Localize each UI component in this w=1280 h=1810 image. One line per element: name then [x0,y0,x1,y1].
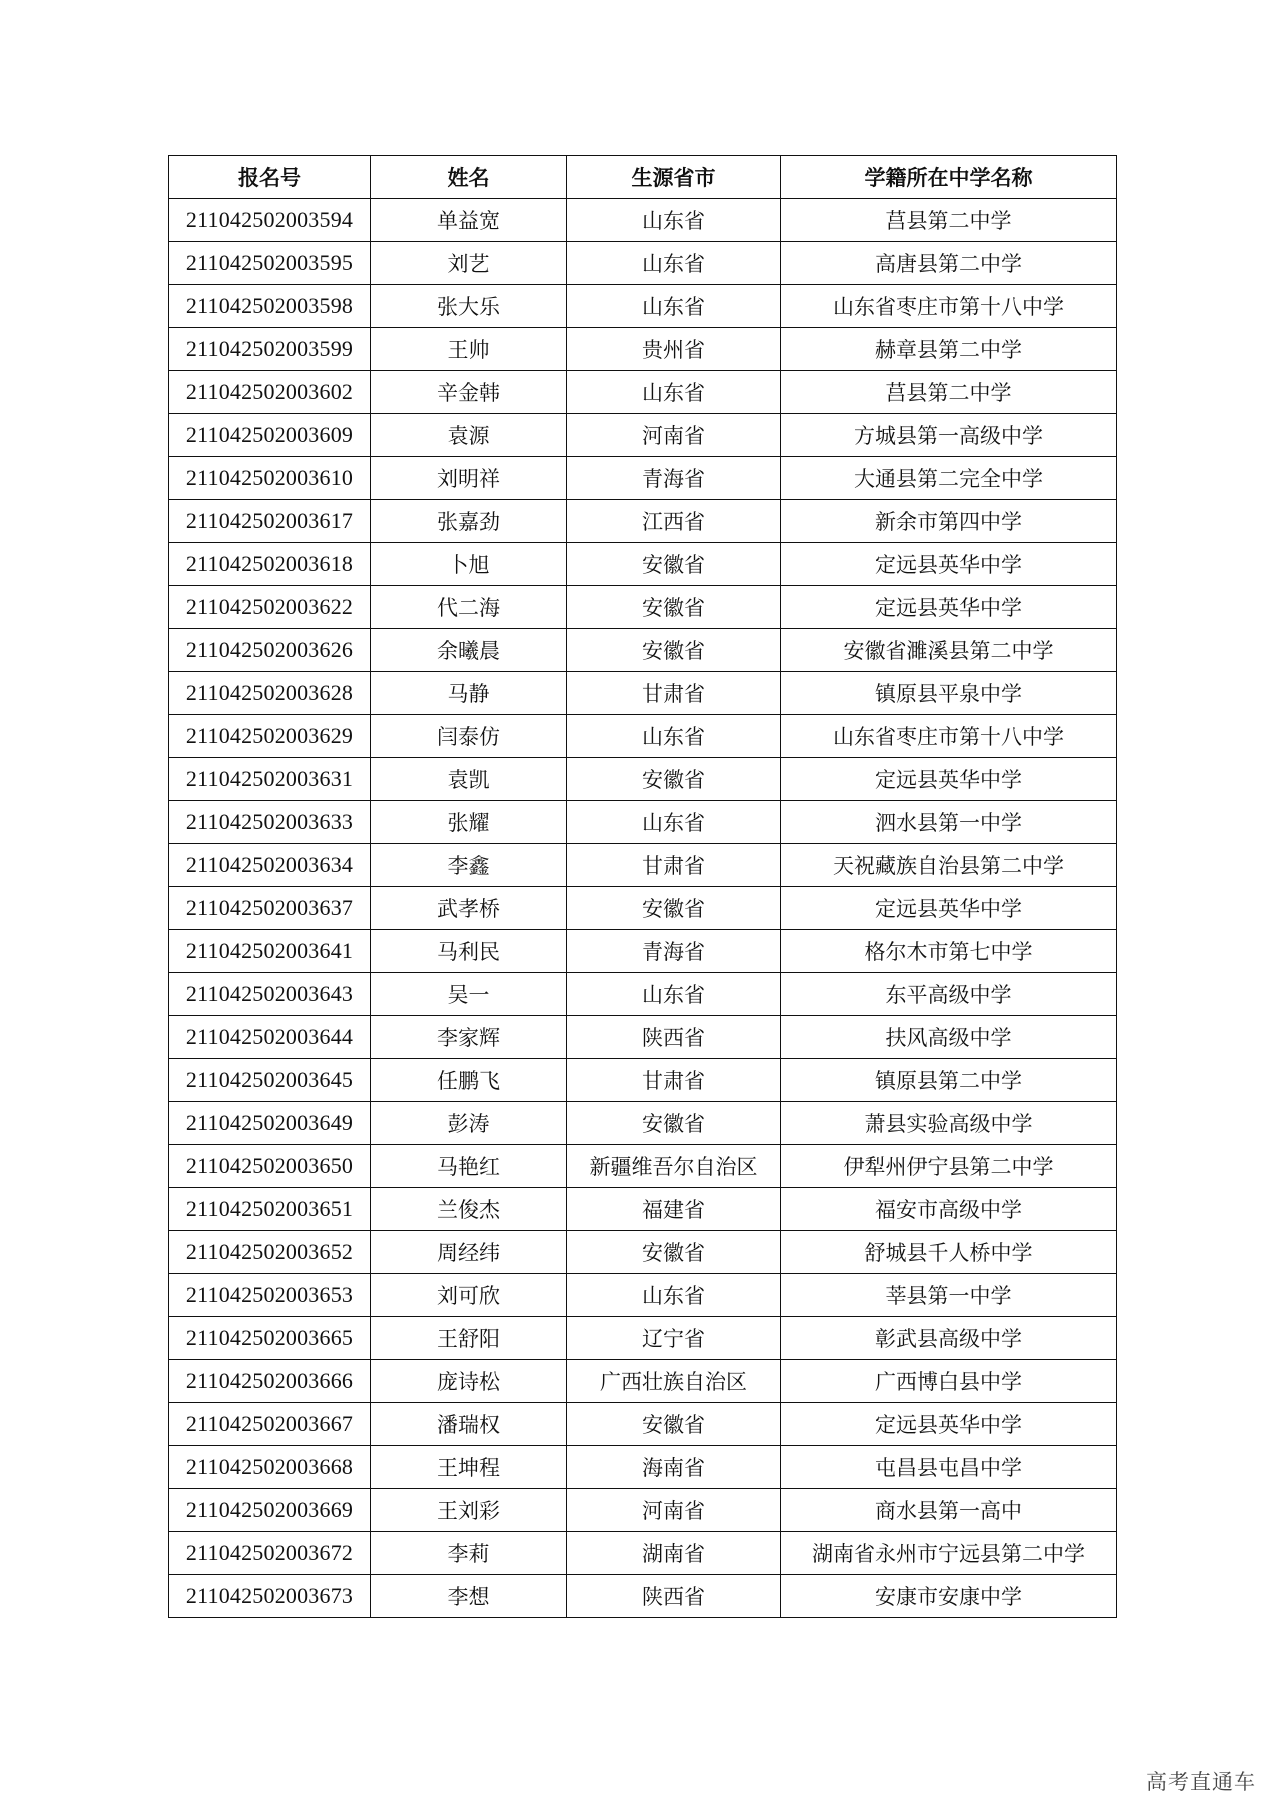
cell-name: 王刘彩 [371,1489,567,1532]
cell-school: 高唐县第二中学 [781,242,1117,285]
cell-province: 广西壮族自治区 [567,1360,781,1403]
table-row [169,887,1117,930]
cell-province: 山东省 [567,973,781,1016]
table-body [169,199,1117,1618]
cell-school: 方城县第一高级中学 [781,414,1117,457]
table-row [169,1231,1117,1274]
cell-registration-number: 211042502003628 [169,672,371,715]
table-row [169,1274,1117,1317]
table-row [169,1188,1117,1231]
table-row [169,414,1117,457]
cell-province: 青海省 [567,457,781,500]
header-registration-number: 报名号 [169,156,371,199]
cell-province: 山东省 [567,801,781,844]
cell-school: 福安市高级中学 [781,1188,1117,1231]
table-row [169,1575,1117,1618]
cell-province: 安徽省 [567,1231,781,1274]
cell-province: 山东省 [567,199,781,242]
cell-registration-number: 211042502003644 [169,1016,371,1059]
cell-school: 萧县实验高级中学 [781,1102,1117,1145]
cell-province: 福建省 [567,1188,781,1231]
table-row [169,1145,1117,1188]
cell-province: 安徽省 [567,629,781,672]
cell-province: 山东省 [567,371,781,414]
cell-name: 吴一 [371,973,567,1016]
cell-school: 商水县第一高中 [781,1489,1117,1532]
cell-province: 湖南省 [567,1532,781,1575]
cell-name: 单益宽 [371,199,567,242]
table-row [169,758,1117,801]
cell-registration-number: 211042502003669 [169,1489,371,1532]
cell-name: 代二海 [371,586,567,629]
table-row [169,801,1117,844]
cell-school: 莘县第一中学 [781,1274,1117,1317]
cell-school: 湖南省永州市宁远县第二中学 [781,1532,1117,1575]
cell-school: 广西博白县中学 [781,1360,1117,1403]
cell-name: 李家辉 [371,1016,567,1059]
cell-name: 闫泰仿 [371,715,567,758]
cell-name: 彭涛 [371,1102,567,1145]
header-name: 姓名 [371,156,567,199]
table-row [169,1102,1117,1145]
cell-name: 周经纬 [371,1231,567,1274]
cell-name: 潘瑞权 [371,1403,567,1446]
cell-registration-number: 211042502003618 [169,543,371,586]
cell-registration-number: 211042502003650 [169,1145,371,1188]
cell-name: 李鑫 [371,844,567,887]
cell-registration-number: 211042502003595 [169,242,371,285]
cell-registration-number: 211042502003643 [169,973,371,1016]
cell-school: 扶风高级中学 [781,1016,1117,1059]
table-row [169,973,1117,1016]
cell-registration-number: 211042502003626 [169,629,371,672]
table-row [169,457,1117,500]
cell-province: 安徽省 [567,543,781,586]
header-school: 学籍所在中学名称 [781,156,1117,199]
cell-province: 甘肃省 [567,1059,781,1102]
cell-registration-number: 211042502003594 [169,199,371,242]
cell-school: 舒城县千人桥中学 [781,1231,1117,1274]
cell-school: 天祝藏族自治县第二中学 [781,844,1117,887]
cell-registration-number: 211042502003637 [169,887,371,930]
cell-province: 海南省 [567,1446,781,1489]
cell-province: 安徽省 [567,1403,781,1446]
cell-registration-number: 211042502003599 [169,328,371,371]
cell-name: 张大乐 [371,285,567,328]
cell-school: 莒县第二中学 [781,371,1117,414]
cell-province: 陕西省 [567,1575,781,1618]
cell-school: 安徽省濉溪县第二中学 [781,629,1117,672]
cell-name: 马利民 [371,930,567,973]
cell-name: 兰俊杰 [371,1188,567,1231]
cell-registration-number: 211042502003673 [169,1575,371,1618]
cell-registration-number: 211042502003649 [169,1102,371,1145]
table-row [169,844,1117,887]
cell-registration-number: 211042502003609 [169,414,371,457]
cell-registration-number: 211042502003610 [169,457,371,500]
cell-registration-number: 211042502003622 [169,586,371,629]
cell-registration-number: 211042502003641 [169,930,371,973]
header-province: 生源省市 [567,156,781,199]
cell-name: 庞诗松 [371,1360,567,1403]
cell-registration-number: 211042502003617 [169,500,371,543]
cell-province: 辽宁省 [567,1317,781,1360]
table-header-row [169,156,1117,199]
cell-name: 王帅 [371,328,567,371]
cell-province: 江西省 [567,500,781,543]
cell-school: 大通县第二完全中学 [781,457,1117,500]
cell-name: 马静 [371,672,567,715]
cell-province: 河南省 [567,414,781,457]
cell-province: 山东省 [567,1274,781,1317]
cell-name: 卜旭 [371,543,567,586]
cell-province: 甘肃省 [567,844,781,887]
table-row [169,629,1117,672]
cell-school: 屯昌县屯昌中学 [781,1446,1117,1489]
cell-name: 余曦晨 [371,629,567,672]
table-row [169,199,1117,242]
cell-name: 马艳红 [371,1145,567,1188]
cell-name: 李莉 [371,1532,567,1575]
cell-registration-number: 211042502003602 [169,371,371,414]
cell-name: 辛金韩 [371,371,567,414]
table-row [169,328,1117,371]
cell-school: 镇原县第二中学 [781,1059,1117,1102]
cell-name: 任鹏飞 [371,1059,567,1102]
cell-school: 定远县英华中学 [781,543,1117,586]
cell-school: 格尔木市第七中学 [781,930,1117,973]
table-row [169,1059,1117,1102]
cell-registration-number: 211042502003629 [169,715,371,758]
cell-province: 安徽省 [567,887,781,930]
cell-province: 安徽省 [567,758,781,801]
cell-name: 袁源 [371,414,567,457]
cell-name: 刘可欣 [371,1274,567,1317]
cell-school: 莒县第二中学 [781,199,1117,242]
cell-registration-number: 211042502003651 [169,1188,371,1231]
cell-school: 东平高级中学 [781,973,1117,1016]
cell-school: 镇原县平泉中学 [781,672,1117,715]
cell-name: 刘明祥 [371,457,567,500]
cell-registration-number: 211042502003652 [169,1231,371,1274]
cell-school: 伊犁州伊宁县第二中学 [781,1145,1117,1188]
cell-school: 定远县英华中学 [781,887,1117,930]
cell-name: 王舒阳 [371,1317,567,1360]
cell-name: 王坤程 [371,1446,567,1489]
cell-school: 定远县英华中学 [781,586,1117,629]
cell-province: 新疆维吾尔自治区 [567,1145,781,1188]
cell-school: 定远县英华中学 [781,758,1117,801]
table-row [169,500,1117,543]
cell-school: 赫章县第二中学 [781,328,1117,371]
cell-province: 山东省 [567,715,781,758]
table-row [169,586,1117,629]
cell-name: 张耀 [371,801,567,844]
table-row [169,1489,1117,1532]
cell-school: 新余市第四中学 [781,500,1117,543]
cell-province: 青海省 [567,930,781,973]
cell-name: 李想 [371,1575,567,1618]
admission-roster-table [168,155,1117,1618]
cell-school: 泗水县第一中学 [781,801,1117,844]
cell-registration-number: 211042502003631 [169,758,371,801]
cell-name: 刘艺 [371,242,567,285]
cell-school: 山东省枣庄市第十八中学 [781,715,1117,758]
cell-registration-number: 211042502003666 [169,1360,371,1403]
table-row [169,930,1117,973]
cell-name: 武孝桥 [371,887,567,930]
table-row [169,371,1117,414]
cell-province: 安徽省 [567,586,781,629]
cell-registration-number: 211042502003653 [169,1274,371,1317]
cell-province: 陕西省 [567,1016,781,1059]
cell-school: 山东省枣庄市第十八中学 [781,285,1117,328]
table-row [169,543,1117,586]
table-row [169,1360,1117,1403]
cell-province: 甘肃省 [567,672,781,715]
table-row [169,1403,1117,1446]
cell-school: 定远县英华中学 [781,1403,1117,1446]
cell-registration-number: 211042502003633 [169,801,371,844]
watermark-text: 高考直通车 [1146,1770,1256,1794]
cell-province: 安徽省 [567,1102,781,1145]
cell-registration-number: 211042502003668 [169,1446,371,1489]
cell-province: 河南省 [567,1489,781,1532]
table-row [169,285,1117,328]
table-row [169,715,1117,758]
cell-name: 张嘉劲 [371,500,567,543]
cell-registration-number: 211042502003598 [169,285,371,328]
table-row [169,1532,1117,1575]
cell-registration-number: 211042502003672 [169,1532,371,1575]
cell-name: 袁凯 [371,758,567,801]
cell-school: 安康市安康中学 [781,1575,1117,1618]
cell-registration-number: 211042502003634 [169,844,371,887]
cell-registration-number: 211042502003645 [169,1059,371,1102]
table-row [169,1317,1117,1360]
cell-province: 山东省 [567,285,781,328]
cell-registration-number: 211042502003665 [169,1317,371,1360]
cell-school: 彰武县高级中学 [781,1317,1117,1360]
table-row [169,672,1117,715]
table-row [169,1446,1117,1489]
table-row [169,1016,1117,1059]
cell-province: 贵州省 [567,328,781,371]
cell-registration-number: 211042502003667 [169,1403,371,1446]
table-row [169,242,1117,285]
cell-province: 山东省 [567,242,781,285]
